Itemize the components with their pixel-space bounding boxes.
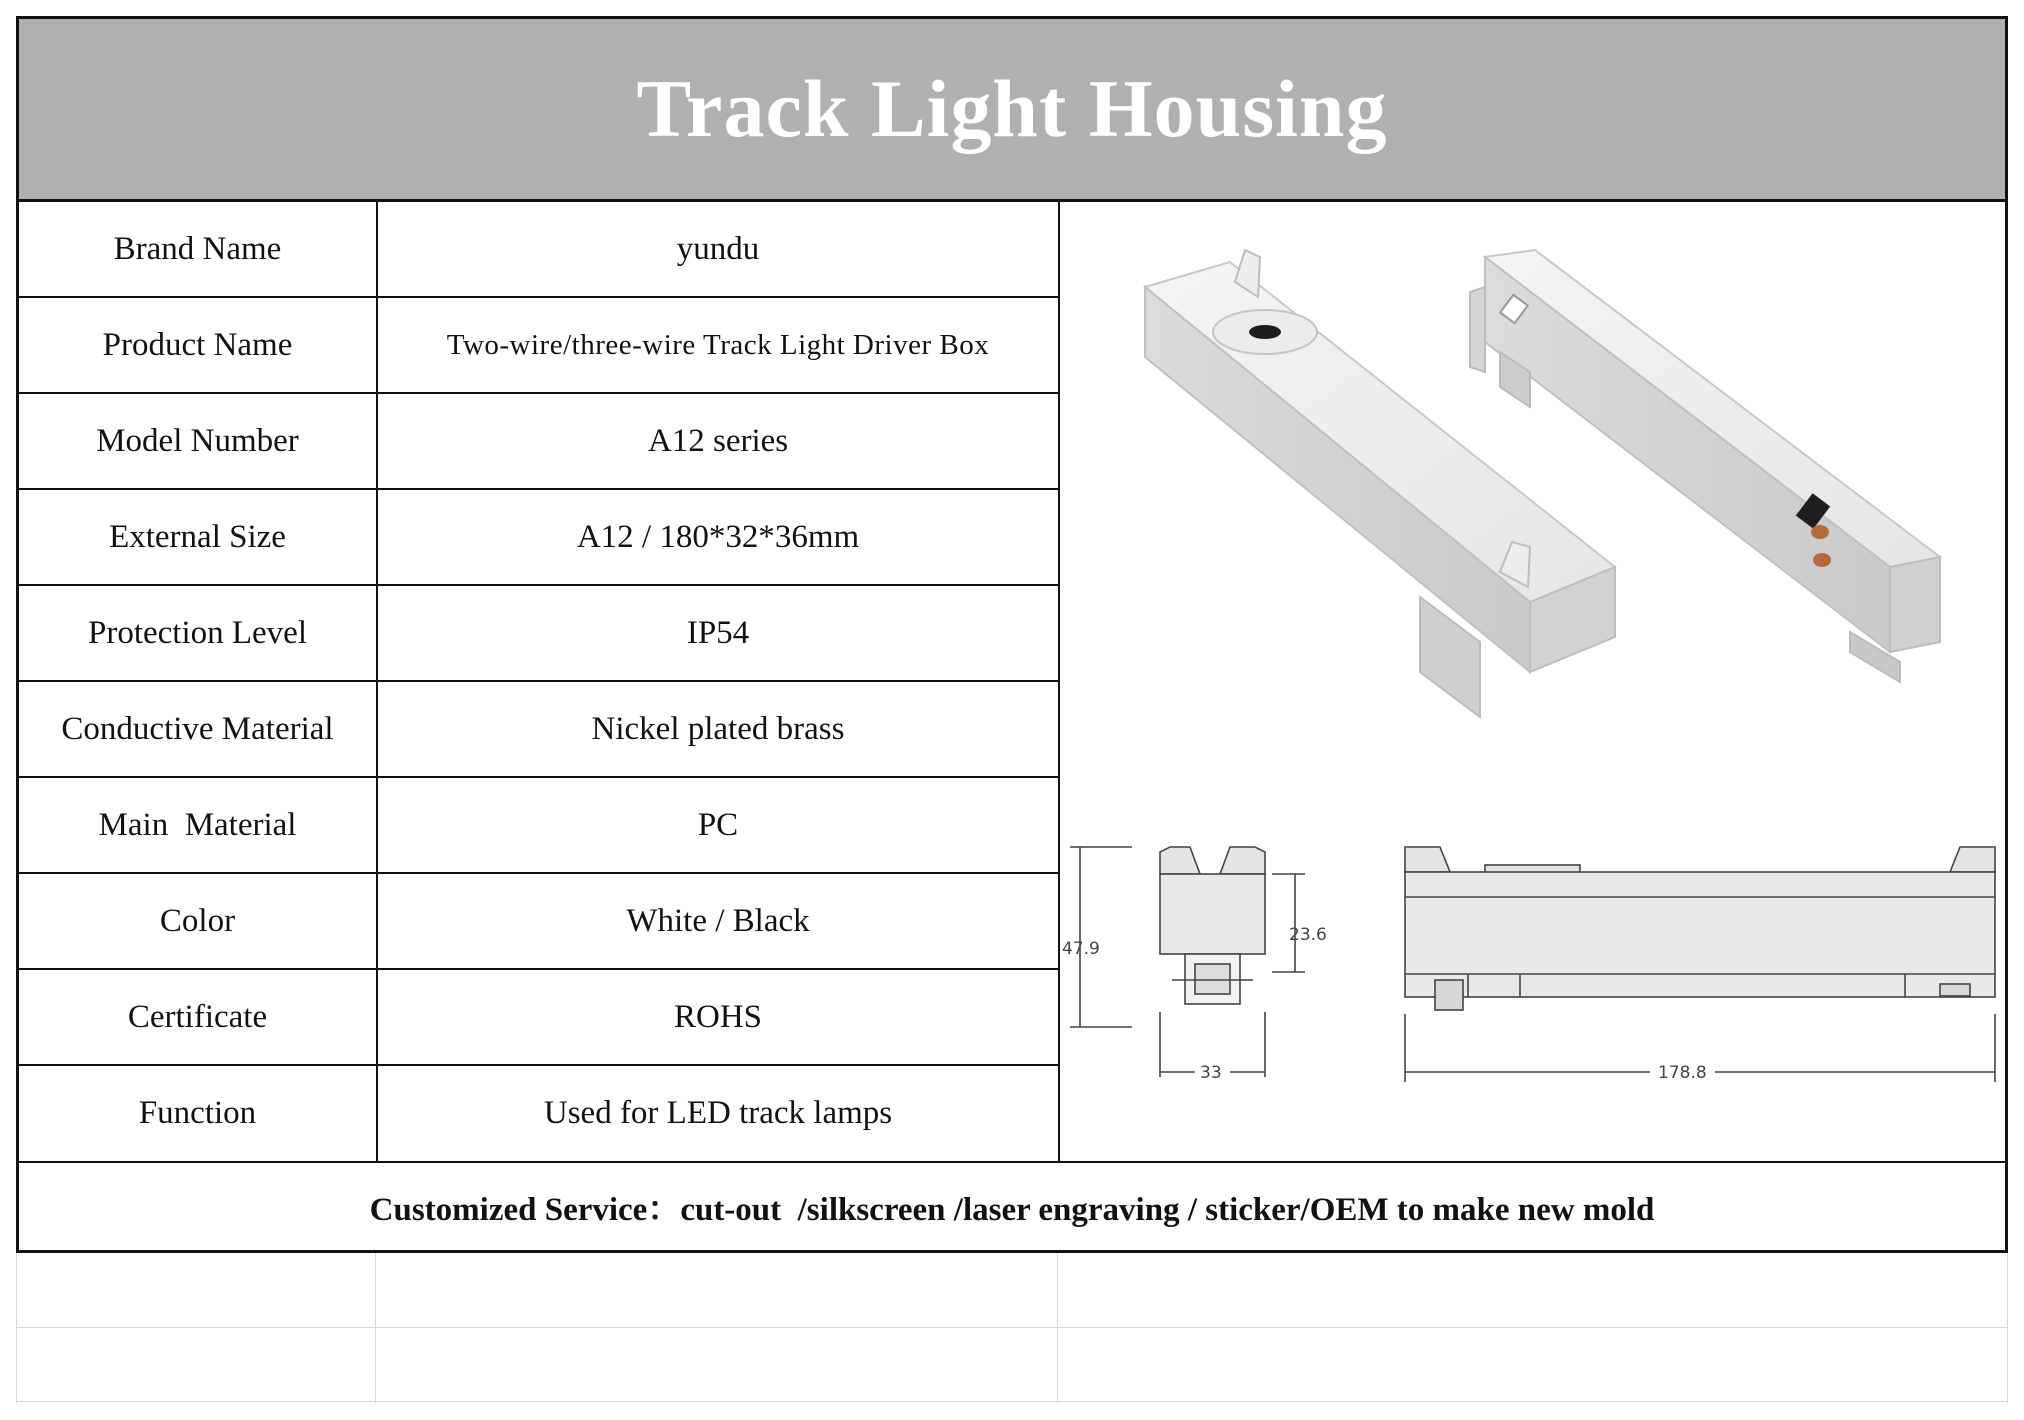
spec-row-function xyxy=(19,1066,1060,1161)
spec-value: A12 / 180*32*36mm xyxy=(378,490,1060,584)
grid-line xyxy=(16,1327,2008,1328)
height-dimension-label: 47.9 xyxy=(1062,939,1100,959)
spec-value: White / Black xyxy=(378,874,1060,968)
empty-grid-area xyxy=(16,1253,2008,1403)
spec-value: IP54 xyxy=(378,586,1060,680)
page-title: Track Light Housing xyxy=(636,63,1388,154)
length-dimension-label: 178.8 xyxy=(1658,1063,1707,1083)
spec-label: Main Material xyxy=(19,778,378,872)
spec-label: Function xyxy=(19,1066,378,1161)
spec-row-external-size xyxy=(19,490,1060,586)
spec-row-product-name xyxy=(19,298,1060,394)
spec-value: PC xyxy=(378,778,1060,872)
end-view-drawing xyxy=(1070,847,1305,1077)
side-view-drawing xyxy=(1405,847,1995,1082)
spec-label: Conductive Material xyxy=(19,682,378,776)
spec-label: Color xyxy=(19,874,378,968)
grid-line xyxy=(375,1253,376,1403)
spec-row-color xyxy=(19,874,1060,970)
spec-value: Used for LED track lamps xyxy=(378,1066,1060,1161)
spec-label: Model Number xyxy=(19,394,378,488)
spec-row-conductive-material xyxy=(19,682,1060,778)
spec-sheet xyxy=(16,16,2008,1253)
grid-line xyxy=(16,1253,17,1403)
spec-row-certificate xyxy=(19,970,1060,1066)
spec-label: Product Name xyxy=(19,298,378,392)
title-bar xyxy=(19,19,2005,202)
spec-label: Brand Name xyxy=(19,202,378,296)
customized-service-text: Customized Service：cut-out /silkscreen /laser engraving / sticker/OEM to make new mold xyxy=(369,1192,1655,1228)
product-image-panel xyxy=(1060,202,2005,1161)
spec-value: yundu xyxy=(378,202,1060,296)
spec-value: Two-wire/three-wire Track Light Driver Box xyxy=(378,298,1060,392)
grid-line xyxy=(2007,1253,2008,1403)
spec-value: ROHS xyxy=(378,970,1060,1064)
grid-line xyxy=(1057,1253,1058,1403)
grid-line xyxy=(16,1401,2008,1402)
customized-service-row xyxy=(19,1161,2005,1250)
spec-label: Certificate xyxy=(19,970,378,1064)
spec-row-model-number xyxy=(19,394,1060,490)
product-illustration xyxy=(1060,202,2005,1161)
upper-height-dimension-label: 23.6 xyxy=(1289,925,1327,945)
spec-label: Protection Level xyxy=(19,586,378,680)
spec-label: External Size xyxy=(19,490,378,584)
spec-row-brand-name xyxy=(19,202,1060,298)
spec-value: A12 series xyxy=(378,394,1060,488)
spec-row-protection-level xyxy=(19,586,1060,682)
spec-value: Nickel plated brass xyxy=(378,682,1060,776)
spec-table xyxy=(19,202,1060,1161)
width-dimension-label: 33 xyxy=(1200,1063,1222,1083)
spec-row-main-material xyxy=(19,778,1060,874)
